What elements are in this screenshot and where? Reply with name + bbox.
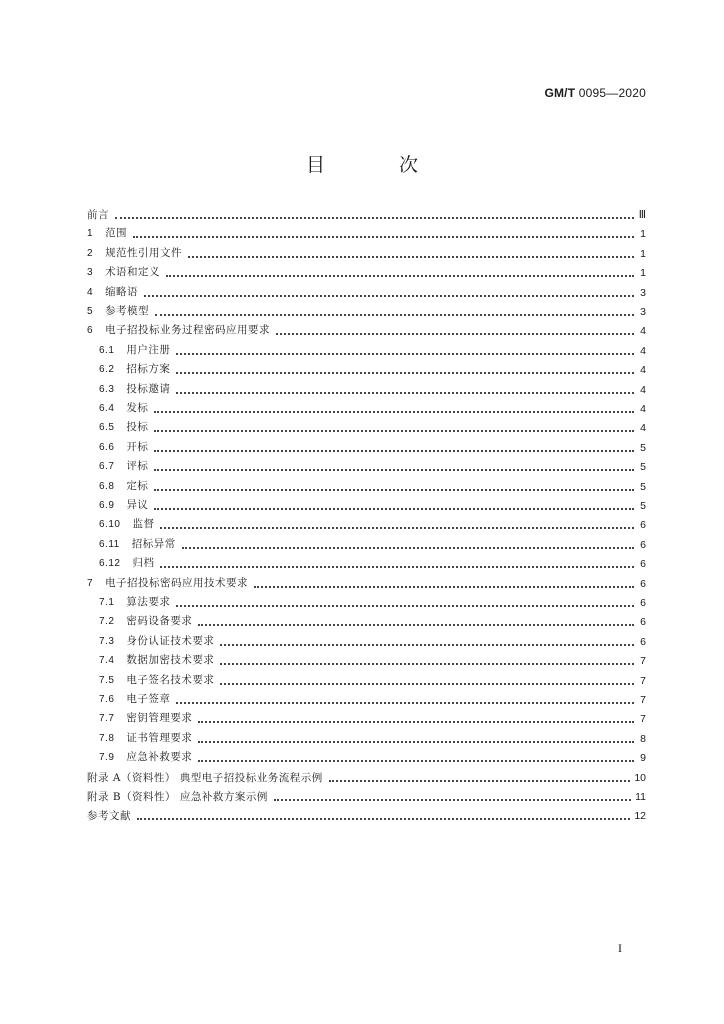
toc-entry-number: 6.1 <box>99 344 115 356</box>
toc-dot-leader <box>144 295 634 297</box>
toc-entry-title <box>99 440 148 455</box>
toc-entry-label: 电子签章 <box>126 693 171 705</box>
toc-dot-leader <box>254 586 634 588</box>
toc-entry-page: 5 <box>640 441 646 454</box>
document-code <box>544 86 646 100</box>
toc-entry-label: 电子签名技术要求 <box>126 673 215 686</box>
toc-entry-title <box>99 382 170 397</box>
toc-entry-number: 7.7 <box>99 713 115 725</box>
toc-entry-number: 6 <box>87 325 94 337</box>
toc-dot-leader <box>160 566 634 568</box>
toc-entry-number: 7.6 <box>99 694 115 705</box>
toc-dot-leader <box>154 508 634 510</box>
toc-entry-page: 12 <box>634 810 646 823</box>
toc-entry-label: 评标 <box>126 460 149 473</box>
toc-entry-number: 7.5 <box>99 674 115 686</box>
toc-entry-label: 监督 <box>132 518 155 531</box>
toc-entry-title <box>99 498 148 513</box>
toc-entry-page: 1 <box>640 228 646 241</box>
toc-entry[interactable] <box>99 691 646 707</box>
toc-entry-number: 4 <box>87 286 94 298</box>
toc-dot-leader <box>154 430 634 432</box>
toc-entry[interactable] <box>99 613 646 629</box>
toc-entry-number: 6.8 <box>99 480 115 492</box>
toc-entry-label: 定标 <box>126 479 149 492</box>
toc-entry-title <box>99 479 148 494</box>
toc-dot-leader <box>154 489 634 491</box>
toc-entry-title <box>99 711 192 726</box>
toc-entry-title <box>87 576 248 591</box>
toc-entry-page: 6 <box>640 616 646 629</box>
toc-dot-leader <box>188 256 634 258</box>
toc-entry-title <box>87 771 323 785</box>
toc-entry[interactable] <box>99 516 646 532</box>
toc-entry[interactable] <box>87 303 646 319</box>
toc-entry[interactable] <box>99 478 646 494</box>
toc-dot-leader <box>220 683 634 685</box>
toc-entry-page: 6 <box>640 597 646 609</box>
toc-entry[interactable] <box>87 206 646 222</box>
toc-dot-leader <box>198 741 634 743</box>
toc-dot-leader <box>133 236 634 238</box>
toc-entry-title <box>99 401 148 416</box>
toc-entry-label: 参考模型 <box>105 305 150 317</box>
toc-dot-leader <box>155 314 634 316</box>
toc-entry-number: 6.7 <box>99 461 115 473</box>
toc-entry-number: 7.2 <box>99 616 115 628</box>
toc-dot-leader <box>274 799 631 801</box>
toc-dot-leader <box>137 818 630 820</box>
toc-entry[interactable] <box>99 342 646 358</box>
toc-entry-title <box>99 634 214 649</box>
toc-entry-number: 6.6 <box>99 441 115 453</box>
toc-entry-number: 6.5 <box>99 422 115 434</box>
toc-entry-page: 6 <box>640 519 646 532</box>
toc-entry-title <box>99 517 154 532</box>
toc-entry[interactable] <box>87 264 646 280</box>
toc-entry-title <box>87 809 131 823</box>
toc-entry-number: 7.3 <box>99 635 115 647</box>
toc-entry[interactable] <box>99 730 646 746</box>
toc-entry-page: 3 <box>640 286 646 299</box>
toc-dot-leader <box>176 372 634 374</box>
toc-dot-leader <box>276 333 634 335</box>
toc-entry-label: 异议 <box>126 499 149 511</box>
toc-entry[interactable] <box>87 807 646 823</box>
toc-entry[interactable] <box>99 536 646 552</box>
toc-entry-number: 3 <box>87 267 94 279</box>
toc-entry-number: 7.4 <box>99 655 115 667</box>
toc-entry-label: 范围 <box>105 227 128 240</box>
toc-entry-number: 7 <box>87 577 94 589</box>
toc-entry[interactable] <box>99 710 646 726</box>
toc-dot-leader <box>182 547 634 549</box>
toc-entry[interactable] <box>99 749 646 765</box>
toc-entry-page: 11 <box>635 791 646 803</box>
toc-entry-title <box>87 790 268 804</box>
toc-entry-title <box>99 673 214 688</box>
toc-entry-page: 6 <box>640 538 646 551</box>
toc-entry-label: 规范性引用文件 <box>105 246 183 259</box>
toc-entry-title <box>99 537 176 552</box>
toc-entry-number: 1 <box>87 228 94 240</box>
document-code-prefix: GM/T <box>544 86 576 100</box>
toc-dot-leader <box>176 392 634 394</box>
toc-entry[interactable] <box>99 381 646 397</box>
toc-entry-title <box>99 653 214 668</box>
toc-entry-page: 1 <box>640 247 646 260</box>
toc-entry-number: 6.10 <box>99 519 121 531</box>
toc-entry-title <box>87 265 160 280</box>
toc-entry-title <box>99 731 192 746</box>
toc-entry-page: 7 <box>640 713 646 726</box>
toc-entry-page: 5 <box>640 480 646 493</box>
toc-entry-title <box>99 420 148 435</box>
toc-entry-title <box>99 343 170 358</box>
toc-entry[interactable] <box>87 322 646 338</box>
toc-entry-number: 6.11 <box>99 538 120 550</box>
toc-entry-title <box>99 614 192 629</box>
toc-entry-page: 4 <box>640 403 646 415</box>
toc-entry-page: 8 <box>640 732 646 745</box>
toc-entry-label: 应急补救要求 <box>126 751 193 764</box>
toc-entry-number: 6.3 <box>99 383 115 395</box>
toc-entry[interactable] <box>87 284 646 300</box>
toc-entry-label: 发标 <box>126 402 149 414</box>
toc-entry-title <box>87 304 149 319</box>
toc-entry[interactable] <box>87 769 646 785</box>
document-code-number: 0095—2020 <box>578 86 646 100</box>
toc-dot-leader <box>198 760 634 762</box>
toc-entry-number: 7.8 <box>99 732 115 744</box>
toc-entry-label: 招标方案 <box>126 363 171 376</box>
toc-entry-page: 4 <box>640 383 646 396</box>
toc-entry-page: 6 <box>640 577 646 590</box>
toc-dot-leader <box>176 605 634 607</box>
toc-entry-page: 5 <box>640 461 646 474</box>
toc-entry-title <box>99 750 192 765</box>
toc-entry-page: 3 <box>640 306 646 318</box>
toc-entry[interactable] <box>99 361 646 377</box>
toc-entry-label: 附录 A（资料性） 典型电子招投标业务流程示例 <box>87 771 323 784</box>
page-number: I <box>618 941 622 955</box>
toc-entry-label: 归档 <box>132 557 155 570</box>
toc-entry-label: 术语和定义 <box>105 266 161 279</box>
toc-entry-page: 7 <box>640 655 646 668</box>
toc-entry-title <box>99 362 170 377</box>
toc-dot-leader <box>115 217 634 219</box>
toc-dot-leader <box>176 353 634 355</box>
toc-entry[interactable] <box>99 652 646 668</box>
toc-entry-label: 密码设备要求 <box>126 615 193 628</box>
toc-entry-page: 4 <box>640 422 646 435</box>
toc-entry-title <box>87 226 127 241</box>
toc-entry-title <box>87 285 138 300</box>
toc-entry[interactable] <box>99 633 646 649</box>
toc-entry-number: 6.2 <box>99 364 115 376</box>
toc-entry-number: 7.9 <box>99 752 115 764</box>
toc-entry-number: 2 <box>87 247 94 259</box>
toc-dot-leader <box>198 721 634 723</box>
toc-entry-title <box>99 556 154 571</box>
toc-entry-page: 5 <box>640 500 646 512</box>
toc-dot-leader <box>154 411 634 413</box>
toc-entry-label: 密钥管理要求 <box>126 712 193 725</box>
toc-entry[interactable] <box>99 672 646 688</box>
toc-entry-number: 5 <box>87 306 94 317</box>
toc-entry[interactable] <box>99 594 646 610</box>
toc-entry-page: 9 <box>640 752 646 765</box>
toc-entry-label: 开标 <box>126 440 149 453</box>
toc-entry-title <box>87 208 109 222</box>
toc-dot-leader <box>329 780 631 782</box>
toc-dot-leader <box>220 644 634 646</box>
toc-dot-leader <box>154 450 634 452</box>
toc-dot-leader <box>176 702 634 704</box>
toc-entry-page: 1 <box>640 267 646 280</box>
toc-entry-page: 4 <box>640 325 646 338</box>
toc-entry[interactable] <box>99 458 646 474</box>
toc-entry-page: 6 <box>640 635 646 648</box>
toc-entry-title <box>99 459 148 474</box>
toc-dot-leader <box>154 469 634 471</box>
toc-entry-page: Ⅲ <box>638 209 646 221</box>
toc-entry[interactable] <box>99 497 646 513</box>
toc-entry-title <box>87 323 270 338</box>
toc-entry-label: 缩略语 <box>105 285 139 298</box>
toc-entry-page: 4 <box>640 344 646 357</box>
toc-dot-leader <box>160 527 634 529</box>
toc-entry[interactable] <box>99 555 646 571</box>
toc-entry-page: 7 <box>640 674 646 687</box>
toc-entry-number: 6.4 <box>99 403 115 414</box>
toc-entry-page: 10 <box>634 771 646 784</box>
toc-dot-leader <box>198 624 634 626</box>
toc-entry-number: 6.12 <box>99 558 121 570</box>
toc-entry-title <box>87 246 182 261</box>
toc-entry-label: 电子招投标业务过程密码应用要求 <box>105 324 271 337</box>
toc-entry[interactable] <box>87 575 646 591</box>
toc-entry-label: 参考文献 <box>87 810 131 823</box>
toc-entry-label: 招标异常 <box>131 537 176 550</box>
toc-entry-label: 投标邀请 <box>126 382 171 395</box>
toc-entry[interactable] <box>99 439 646 455</box>
toc-entry[interactable] <box>87 788 646 804</box>
toc-entry-page: 4 <box>640 364 646 377</box>
toc-entry-label: 投标 <box>126 421 149 434</box>
toc-entry-label: 附录 B（资料性） 应急补救方案示例 <box>87 791 268 803</box>
toc-entry-label: 数据加密技术要求 <box>126 654 215 667</box>
toc-entry-title <box>99 595 170 610</box>
toc-entry[interactable] <box>87 245 646 261</box>
toc-entry[interactable] <box>99 400 646 416</box>
toc-entry-title <box>99 692 170 707</box>
toc-entry-label: 用户注册 <box>126 343 171 356</box>
toc-entry-label: 电子招投标密码应用技术要求 <box>105 576 249 589</box>
toc-entry-label: 身份认证技术要求 <box>126 634 215 647</box>
toc-dot-leader <box>220 663 634 665</box>
toc-entry-label: 算法要求 <box>126 596 171 608</box>
toc-entry-number: 7.1 <box>99 597 115 608</box>
toc-entry[interactable] <box>99 419 646 435</box>
toc-entry[interactable] <box>87 225 646 241</box>
toc-entry-page: 7 <box>640 694 646 706</box>
toc-dot-leader <box>166 275 634 277</box>
toc-entry-page: 6 <box>640 558 646 571</box>
toc-entry-number: 6.9 <box>99 500 115 511</box>
toc-entry-label: 前言 <box>87 209 109 221</box>
page-title: 目 次 <box>305 154 453 176</box>
toc-entry-label: 证书管理要求 <box>126 731 193 744</box>
